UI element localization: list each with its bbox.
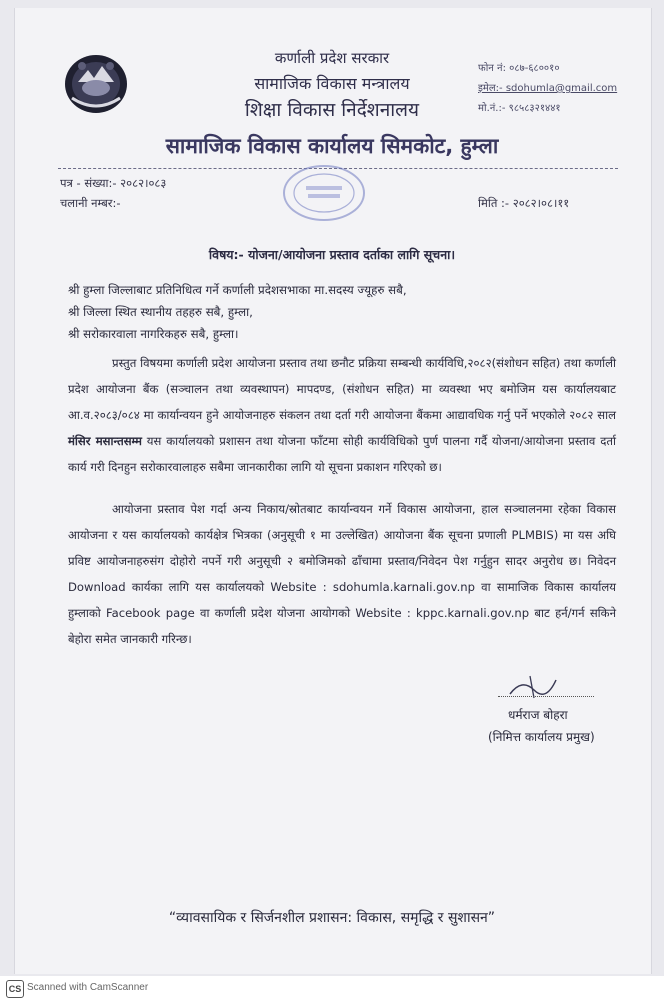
addressee-line: श्री जिल्ला स्थित स्थानीय तहहरु सबै, हुम्ला, (68, 305, 253, 319)
deadline-highlight: मंसिर मसान्तसम्म (68, 434, 142, 448)
paragraph-2-text: आयोजना प्रस्ताव पेश गर्दा अन्य निकाय/स्रोतबाट कार्यान्वयन गर्ने विकास आयोजना, हाल सञ्चालनमा रहेका विकास आयोजना र यस कार्यालयको कार्यक्षेत्र भित्रका (अनुसूची १ मा उल्लेखित) आयोजना बैंक सूचना प्रणाली PLMBIS) मा यस अघि प्रविष्ट आयोजनाहरुसंग दोहोरो नपर्ने गरी अनुसूची २ बमोजिमको ढाँचामा प्रस्ताव/निवेदन पेश गर्नुहुन सादर अनुरोध छ। निवेदन Download कार्यका लागि यस कार्यालयको Website : sdohumla.karnali.gov.np वा सामाजिक विकास कार्यालय हुम्लाको Facebook page वा कर्णाली प्रदेश योजना आयोगको Website : kppc.karnali.gov.np बाट हर्न/गर्न सकिने बेहोरा समेत जानकारी गरिन्छ। (68, 502, 616, 646)
addressee-line: श्री सरोकारवाला नागरिकहरु सबै, हुम्ला। (68, 327, 239, 341)
signature-line (498, 696, 594, 697)
contact-phone: फोन नं: ०८७-६८००१० (478, 63, 560, 74)
letter-number: पत्र - संख्या:- २०८२।०८३ (60, 176, 167, 190)
header-government-name: कर्णाली प्रदेश सरकार (274, 49, 390, 67)
contact-email: इमेल:- sdohumla@gmail.com (478, 83, 618, 94)
camscanner-logo-icon: CS (6, 980, 24, 998)
signatory-name: धर्मराज बोहरा (508, 708, 568, 722)
contact-mobile: मो.नं.:- ९८५८३२१४४१ (478, 103, 561, 114)
header-office-name: सामाजिक विकास कार्यालय सिमकोट, हुम्ला (165, 134, 499, 158)
body-paragraph-1 (68, 350, 616, 480)
paragraph-1-text-end: यस कार्यालयको प्रशासन तथा योजना फाँटमा सोही कार्यविधिको पुर्ण पालना गर्दै योजना/आयोजना प्रस्ताव दर्ता कार्य गरी दिनहुन सरोकारवालाहरु सबैमा जानकारीका लागि यो सूचना प्रकाशन गरिएको छ। (68, 434, 616, 474)
body-paragraph-2 (68, 496, 616, 652)
office-motto: “व्यावसायिक र सिर्जनशील प्रशासन: विकास, समृद्धि र सुशासन” (168, 910, 496, 926)
scanner-footer (0, 976, 664, 1000)
addressee-line: श्री हुम्ला जिल्लाबाट प्रतिनिधित्व गर्ने कर्णाली प्रदेशसभाका मा.सदस्य ज्यूहरु सबै, (68, 283, 407, 297)
header-directorate-name: शिक्षा विकास निर्देशनालय (244, 99, 420, 121)
letter-subject: विषय:- योजना/आयोजना प्रस्ताव दर्ताका लागि सूचना। (208, 247, 456, 262)
signatory-title: (निमित्त कार्यालय प्रमुख) (488, 730, 595, 744)
signature-mark-icon (504, 672, 564, 702)
header-ministry-name: सामाजिक विकास मन्त्रालय (254, 74, 410, 93)
office-stamp-icon (278, 162, 370, 224)
dispatch-number: चलानी नम्बर:- (60, 196, 121, 210)
paragraph-1-text: प्रस्तुत विषयमा कर्णाली प्रदेश आयोजना प्रस्ताव तथा छनौट प्रक्रिया सम्बन्धी कार्यविधि,२०८२(संशोधन सहित) तथा कर्णाली प्रदेश आयोजना बैंक (सञ्चालन तथा व्यवस्थापन) मापदण्ड, (संशोधन सहित) मा व्यवस्था भए बमोजिम यस कार्यालयबाट आ.व.२०८३/०८४ मा कार्यान्वयन हुने आयोजनाहरु संकलन तथा दर्ता गरी आयोजना बैंकमा आद्यावधिक गर्नु पर्ने भएकोले २०८२ साल (68, 356, 616, 422)
letter-date: मिति :- २०८२।०८।११ (478, 196, 570, 210)
scanner-watermark: Scanned with CamScanner (27, 982, 149, 993)
